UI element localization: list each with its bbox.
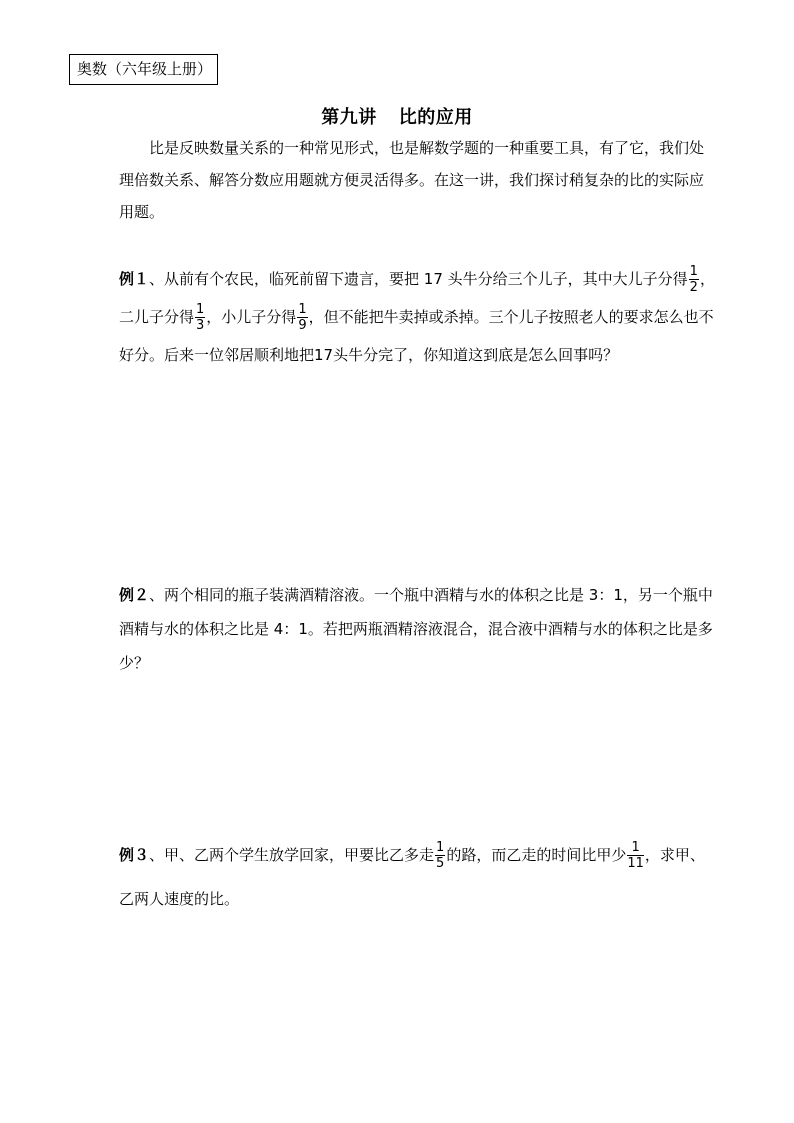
- example-3-label: 例３: [119, 846, 150, 864]
- fraction-denominator: 11: [627, 856, 644, 871]
- example-3: [119, 833, 715, 921]
- fraction-one-fifth: [435, 841, 445, 870]
- example-2-label: 例２: [119, 586, 150, 604]
- fraction-numerator: 1: [627, 841, 644, 856]
- example-1-label: 例１: [119, 270, 150, 288]
- fraction-denominator: 9: [298, 318, 307, 333]
- fraction-one-ninth: [297, 303, 307, 332]
- lesson-number: 第九讲: [321, 107, 377, 128]
- intro-paragraph: [119, 132, 715, 228]
- grade-tag: [69, 54, 218, 85]
- fraction-one-half: [689, 265, 699, 294]
- fraction-numerator: 1: [196, 302, 205, 317]
- example-1: [119, 260, 715, 374]
- intro-text: 比是反映数量关系的一种常见形式，也是解数学题的一种重要工具，有了它，我们处理倍数关系、解答分数应用题就方便灵活得多。在这一讲，我们探讨稍复杂的比的实际应用题。: [119, 139, 705, 221]
- fraction-denominator: 5: [436, 856, 445, 871]
- grade-tag-text: 奥数（六年级上册）: [77, 60, 213, 78]
- lesson-topic: 比的应用: [398, 107, 473, 128]
- fraction-numerator: 1: [298, 302, 307, 317]
- example-1-text-b: ，二儿子分得: [119, 270, 715, 326]
- fraction-denominator: 3: [196, 318, 205, 333]
- fraction-one-eleventh: [627, 841, 644, 870]
- example-3-text-a: 、甲、乙两个学生放学回家，甲要比乙多走: [149, 846, 435, 864]
- example-3-text-c: ，求甲、乙两人速度的比。: [119, 846, 705, 908]
- example-1-text-d: ，但不能把牛卖掉或杀掉。三个儿子按照老人的要求怎么也不好分。后来一位邻居顺利地把17头牛分完了，你知道这到底是怎么回事吗？: [119, 308, 714, 364]
- fraction-numerator: 1: [689, 264, 698, 279]
- page-title: [0, 104, 794, 132]
- fraction-numerator: 1: [436, 840, 445, 855]
- example-1-text-c: ，小儿子分得: [206, 308, 297, 326]
- example-2-text: 、两个相同的瓶子装满酒精溶液。一个瓶中酒精与水的体积之比是 3：1，另一个瓶中酒精与水的体积之比是 4：1。若把两瓶酒精溶液混合，混合液中酒精与水的体积之比是多少？: [119, 586, 713, 672]
- fraction-one-third: [195, 303, 205, 332]
- fraction-denominator: 2: [689, 280, 698, 295]
- example-3-text-b: 的路，而乙走的时间比甲少: [446, 846, 627, 864]
- example-2: [119, 578, 715, 680]
- example-1-text-a: 、从前有个农民，临死前留下遗言，要把 17 头牛分给三个儿子，其中大儿子分得: [149, 270, 688, 288]
